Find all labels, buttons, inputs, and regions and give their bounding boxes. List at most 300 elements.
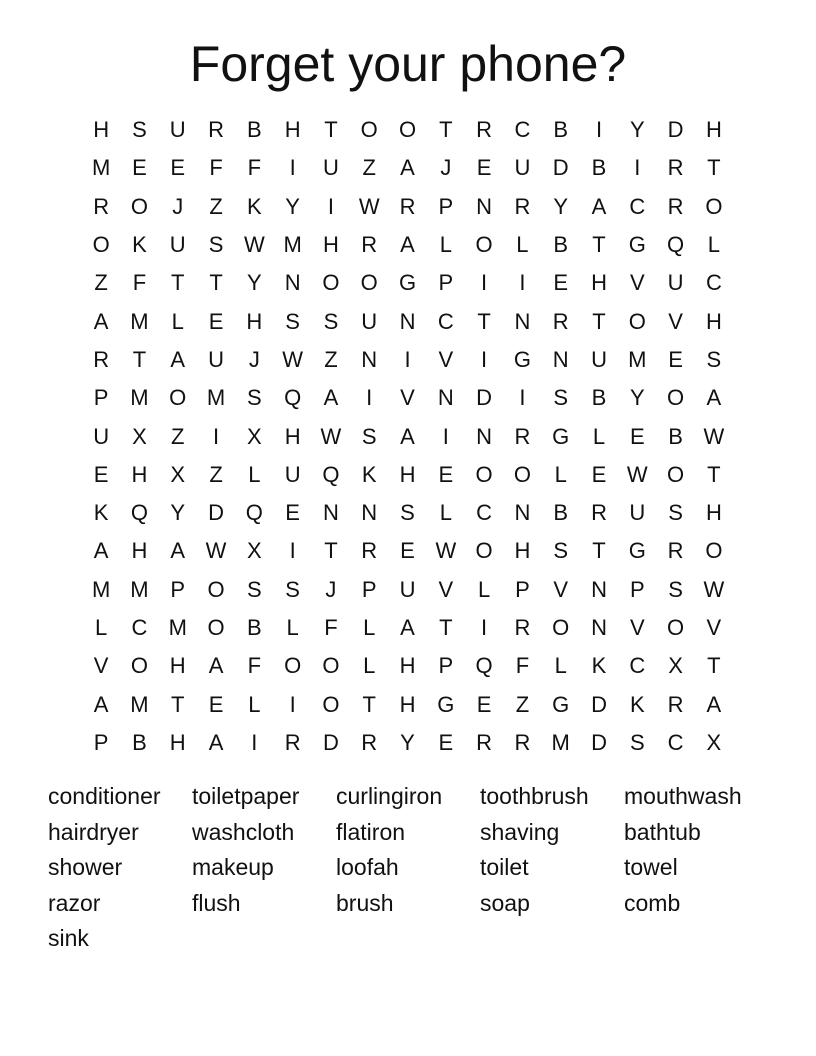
grid-letter: U (93, 423, 110, 449)
grid-letter: W (205, 538, 227, 564)
grid-letter: I (289, 155, 296, 181)
grid-letter: H (131, 538, 148, 564)
grid-letter: P (438, 653, 454, 679)
grid-letter: Q (475, 653, 493, 679)
grid-letter: G (398, 270, 417, 296)
grid-letter: O (360, 270, 378, 296)
word-list-item: mouthwash (624, 783, 742, 809)
word-list-item: toothbrush (480, 783, 589, 809)
grid-letter: L (248, 691, 261, 717)
grid-letter: C (476, 500, 493, 526)
word-list-item: shaving (480, 818, 560, 845)
grid-letter: J (325, 576, 337, 602)
grid-letter: G (552, 691, 570, 717)
grid-letter: I (251, 729, 258, 755)
grid-letter: R (361, 538, 378, 564)
grid-letter: R (361, 729, 378, 755)
grid-letter: L (248, 461, 261, 487)
grid-letter: B (591, 385, 607, 411)
grid-letter: E (476, 691, 492, 717)
grid-letter: W (703, 423, 725, 449)
grid-letter: A (400, 232, 415, 258)
grid-letter: P (629, 576, 645, 602)
grid-letter: O (360, 117, 378, 143)
grid-letter: Q (130, 500, 148, 526)
grid-letter: I (289, 538, 296, 564)
grid-letter: S (668, 576, 683, 602)
grid-letter: B (668, 423, 683, 449)
grid-letter: O (705, 538, 723, 564)
word-list-item: comb (624, 889, 681, 916)
grid-letter: M (168, 615, 187, 640)
word-list-item: flush (192, 889, 241, 916)
grid-letter: W (435, 538, 457, 564)
grid-letter: R (552, 308, 569, 334)
grid-letter: Y (400, 729, 415, 755)
grid-letter: D (208, 500, 224, 526)
grid-letter: H (246, 308, 263, 334)
grid-letter: S (629, 729, 645, 755)
grid-letter: H (169, 729, 186, 755)
grid-letter: H (284, 117, 301, 143)
grid-letter: M (206, 385, 226, 411)
grid-letter: S (208, 232, 224, 258)
grid-letter: D (591, 729, 607, 755)
grid-letter: E (208, 691, 224, 717)
grid-letter: E (629, 423, 645, 449)
grid-letter: B (246, 615, 262, 640)
grid-letter: L (363, 615, 376, 640)
grid-letter: T (592, 308, 606, 334)
grid-letter: M (91, 155, 111, 181)
grid-letter: N (552, 346, 569, 372)
grid-letter: I (634, 155, 641, 181)
grid-letter: V (438, 576, 454, 602)
grid-letter: I (289, 691, 296, 717)
grid-letter: O (475, 538, 493, 564)
grid-letter: I (595, 117, 603, 143)
grid-letter: Q (245, 500, 263, 526)
grid-letter: D (322, 729, 339, 755)
grid-letter: A (706, 691, 722, 717)
grid-letter: H (591, 270, 607, 296)
grid-letter: N (437, 385, 454, 411)
grid-letter: O (667, 385, 685, 411)
grid-letter: E (553, 270, 569, 296)
grid-letter: Z (362, 155, 376, 181)
grid-letter: O (130, 193, 148, 219)
grid-letter: R (476, 117, 493, 143)
grid-letter: B (553, 117, 569, 143)
grid-letter: Q (667, 232, 685, 258)
grid-letter: H (514, 538, 531, 564)
grid-letter: H (399, 653, 416, 679)
grid-letter: S (706, 346, 722, 372)
grid-letter: R (93, 193, 110, 219)
grid-letter: F (132, 270, 147, 296)
grid-letter: P (93, 385, 109, 411)
grid-letter: N (361, 500, 378, 526)
grid-letter: H (705, 117, 722, 143)
grid-letter: U (284, 461, 301, 487)
grid-letter: L (554, 461, 567, 487)
word-list-item: conditioner (48, 783, 161, 809)
grid-letter: D (591, 691, 607, 717)
grid-letter: O (628, 308, 646, 334)
grid-letter: J (440, 155, 452, 181)
grid-letter: O (667, 615, 685, 640)
grid-letter: L (439, 232, 452, 258)
grid-letter: R (667, 538, 684, 564)
grid-letter: W (703, 576, 725, 602)
grid-letter: Q (284, 385, 302, 411)
grid-letter: R (667, 155, 684, 181)
grid-letter: S (285, 308, 300, 334)
grid-letter: I (481, 270, 488, 296)
grid-letter: P (170, 576, 186, 602)
grid-letter: M (551, 729, 570, 755)
grid-letter: P (361, 576, 377, 602)
grid-letter: K (132, 232, 147, 258)
grid-letter: G (628, 538, 646, 564)
grid-letter: I (442, 423, 449, 449)
grid-letter: E (132, 155, 147, 181)
grid-letter: W (626, 461, 648, 487)
grid-letter: K (591, 653, 607, 679)
grid-letter: S (361, 423, 377, 449)
grid-letter: N (514, 308, 531, 334)
word-list-item: razor (48, 889, 101, 916)
grid-letter: A (400, 423, 415, 449)
grid-letter: I (481, 615, 488, 640)
grid-letter: H (284, 423, 301, 449)
grid-letter: K (93, 500, 109, 526)
grid-letter: Z (171, 423, 185, 449)
grid-letter: Y (629, 117, 645, 143)
grid-letter: T (439, 615, 453, 640)
grid-letter: G (513, 346, 531, 372)
grid-letter: L (554, 653, 567, 679)
grid-letter: X (706, 729, 722, 755)
grid-letter: O (284, 653, 302, 679)
word-list-item: washcloth (192, 818, 295, 845)
grid-letter: L (363, 653, 376, 679)
grid-letter: K (246, 193, 262, 219)
word-list-item: toilet (480, 854, 529, 880)
grid-letter: N (284, 270, 301, 296)
grid-letter: W (320, 423, 342, 449)
grid-letter: A (400, 615, 415, 640)
grid-letter: E (591, 461, 607, 487)
grid-letter: Y (553, 193, 569, 219)
grid-letter: R (514, 729, 531, 755)
word-list-item: brush (336, 889, 394, 916)
grid-letter: C (629, 193, 646, 219)
grid-letter: U (169, 117, 186, 143)
grid-letter: V (438, 346, 454, 372)
grid-letter: F (247, 155, 262, 181)
grid-letter: L (286, 615, 299, 640)
grid-letter: O (398, 117, 417, 143)
grid-letter: R (514, 615, 531, 640)
grid-letter: D (476, 385, 493, 411)
grid-letter: C (705, 270, 722, 296)
grid-letter: Y (170, 500, 186, 526)
grid-letter: S (285, 576, 300, 602)
grid-letter: O (475, 461, 493, 487)
grid-letter: Z (515, 691, 530, 717)
grid-letter: V (706, 615, 722, 640)
grid-letter: S (668, 500, 683, 526)
grid-letter: W (358, 193, 380, 219)
grid-letter: X (132, 423, 147, 449)
grid-letter: I (366, 385, 373, 411)
grid-letter: J (248, 346, 260, 372)
grid-letter: T (592, 232, 606, 258)
grid-letter: M (283, 232, 302, 258)
grid-letter: H (705, 500, 722, 526)
grid-letter: L (592, 423, 606, 449)
grid-letter: O (169, 385, 187, 411)
grid-letter: S (400, 500, 415, 526)
grid-letter: O (475, 232, 493, 258)
grid-letter: I (327, 193, 334, 219)
grid-letter: O (322, 270, 340, 296)
grid-letter: P (515, 576, 530, 602)
grid-letter: I (212, 423, 220, 449)
grid-letter: T (171, 691, 185, 717)
grid-letter: A (170, 538, 186, 564)
grid-letter: G (628, 232, 646, 258)
grid-letter: K (361, 461, 377, 487)
grid-letter: E (285, 500, 300, 526)
grid-letter: H (399, 461, 416, 487)
grid-letter: Y (246, 270, 262, 296)
grid-letter: P (438, 193, 454, 219)
grid-letter: O (322, 691, 340, 717)
grid-letter: U (208, 346, 224, 372)
grid-letter: O (130, 653, 148, 679)
grid-letter: C (437, 308, 454, 334)
grid-letter: L (95, 615, 108, 640)
grid-letter: E (93, 461, 109, 487)
grid-letter: U (399, 576, 416, 602)
grid-letter: N (514, 500, 531, 526)
grid-letter: Z (94, 270, 108, 296)
grid-letter: D (667, 117, 684, 143)
grid-letter: A (208, 653, 224, 679)
grid-letter: O (705, 193, 723, 219)
grid-letter: T (592, 538, 606, 564)
grid-letter: O (207, 615, 225, 640)
grid-letter: M (130, 691, 149, 717)
grid-letter: L (171, 308, 184, 334)
grid-letter: T (439, 117, 453, 143)
grid-letter: M (628, 346, 647, 372)
grid-letter: W (282, 346, 304, 372)
grid-letter: Z (209, 193, 223, 219)
grid-letter: U (629, 500, 646, 526)
word-list-item: curlingiron (336, 783, 443, 809)
grid-letter: T (707, 155, 721, 181)
word-list-item: bathtub (624, 818, 701, 845)
grid-letter: N (361, 346, 378, 372)
grid-letter: A (170, 346, 186, 372)
grid-letter: V (629, 615, 645, 640)
grid-letter: U (322, 155, 339, 181)
grid-letter: U (667, 270, 684, 296)
grid-letter: V (400, 385, 415, 411)
grid-letter: O (552, 615, 570, 640)
grid-letter: P (93, 729, 109, 755)
grid-letter: F (247, 653, 262, 679)
grid-letter: Y (629, 385, 645, 411)
word-list-item: sink (48, 925, 89, 951)
grid-letter: F (209, 155, 223, 181)
word-list-item: makeup (192, 854, 274, 880)
grid-letter: E (438, 729, 454, 755)
grid-letter: E (668, 346, 683, 372)
grid-letter: C (131, 615, 148, 640)
word-list-item: flatiron (336, 818, 406, 845)
word-list-item: shower (48, 854, 123, 880)
grid-letter: H (399, 691, 416, 717)
grid-letter: V (668, 308, 683, 334)
grid-letter: I (519, 385, 526, 411)
grid-letter: U (514, 155, 531, 181)
grid-letter: H (705, 308, 722, 334)
grid-letter: D (552, 155, 569, 181)
grid-letter: R (284, 729, 301, 755)
grid-letter: E (400, 538, 415, 564)
grid-letter: I (519, 270, 526, 296)
grid-letter: A (93, 308, 109, 334)
grid-letter: G (437, 691, 455, 717)
word-list-item: toiletpaper (192, 783, 300, 809)
grid-letter: B (591, 155, 607, 181)
grid-letter: A (400, 155, 415, 181)
grid-letter: V (93, 653, 109, 679)
grid-letter: C (629, 653, 646, 679)
grid-letter: R (208, 117, 224, 143)
grid-letter: T (132, 346, 147, 372)
grid-letter: N (322, 500, 339, 526)
grid-letter: B (132, 729, 147, 755)
grid-letter: R (361, 232, 378, 258)
grid-letter: H (169, 653, 186, 679)
grid-letter: L (516, 232, 529, 258)
grid-letter: B (246, 117, 262, 143)
grid-letter: R (93, 346, 110, 372)
grid-letter: U (591, 346, 607, 372)
grid-letter: P (438, 270, 454, 296)
grid-letter: N (476, 423, 493, 449)
grid-letter: R (667, 193, 684, 219)
grid-letter: N (399, 308, 416, 334)
grid-letter: S (553, 538, 569, 564)
grid-letter: Y (285, 193, 300, 219)
grid-letter: E (438, 461, 454, 487)
word-list-item: hairdryer (48, 818, 139, 845)
grid-letter: O (207, 576, 225, 602)
grid-letter: X (170, 461, 186, 487)
grid-letter: R (514, 423, 531, 449)
grid-letter: F (515, 653, 530, 679)
grid-letter: H (131, 461, 148, 487)
grid-letter: N (591, 615, 607, 640)
grid-letter: L (439, 500, 452, 526)
word-search-grid (82, 111, 733, 762)
grid-letter: H (322, 232, 339, 258)
grid-letter: T (362, 691, 376, 717)
grid-letter: I (404, 346, 411, 372)
grid-letter: O (667, 461, 685, 487)
grid-letter: U (361, 308, 378, 334)
grid-letter: A (706, 385, 722, 411)
grid-letter: R (591, 500, 607, 526)
grid-letter: Q (322, 461, 340, 487)
grid-letter: R (514, 193, 531, 219)
grid-letter: Z (209, 461, 223, 487)
grid-letter: J (172, 193, 184, 219)
grid-letter: Z (324, 346, 338, 372)
grid-letter: M (91, 576, 111, 602)
grid-letter: A (323, 385, 339, 411)
grid-letter: T (477, 308, 491, 334)
grid-letter: T (707, 461, 721, 487)
grid-letter: B (553, 500, 569, 526)
grid-letter: O (92, 232, 110, 258)
grid-letter: S (553, 385, 569, 411)
grid-letter: N (476, 193, 493, 219)
grid-letter: K (629, 691, 645, 717)
word-list-item: soap (480, 889, 530, 916)
grid-letter: T (171, 270, 185, 296)
grid-letter: S (246, 385, 262, 411)
grid-letter: A (591, 193, 607, 219)
grid-letter: T (707, 653, 721, 679)
grid-letter: B (553, 232, 569, 258)
grid-letter: N (591, 576, 607, 602)
grid-letter: O (513, 461, 531, 487)
page-title: Forget your phone? (189, 36, 627, 92)
grid-letter: R (399, 193, 416, 219)
grid-letter: R (476, 729, 493, 755)
grid-letter: U (169, 232, 186, 258)
grid-letter: O (322, 653, 340, 679)
word-list-item: loofah (336, 854, 399, 880)
grid-letter: E (208, 308, 224, 334)
grid-letter: V (629, 270, 645, 296)
grid-letter: F (324, 615, 338, 640)
grid-letter: X (246, 538, 262, 564)
grid-letter: V (553, 576, 569, 602)
grid-letter: A (93, 691, 109, 717)
word-list (48, 779, 768, 957)
grid-letter: M (130, 385, 149, 411)
grid-letter: L (707, 232, 721, 258)
grid-letter: E (170, 155, 186, 181)
grid-letter: A (93, 538, 109, 564)
grid-letter: X (246, 423, 262, 449)
grid-letter: L (477, 576, 491, 602)
grid-letter: G (552, 423, 570, 449)
grid-letter: X (668, 653, 683, 679)
grid-letter: M (130, 576, 149, 602)
grid-letter: T (324, 117, 338, 143)
grid-letter: S (246, 576, 262, 602)
word-list-item: towel (624, 854, 678, 880)
